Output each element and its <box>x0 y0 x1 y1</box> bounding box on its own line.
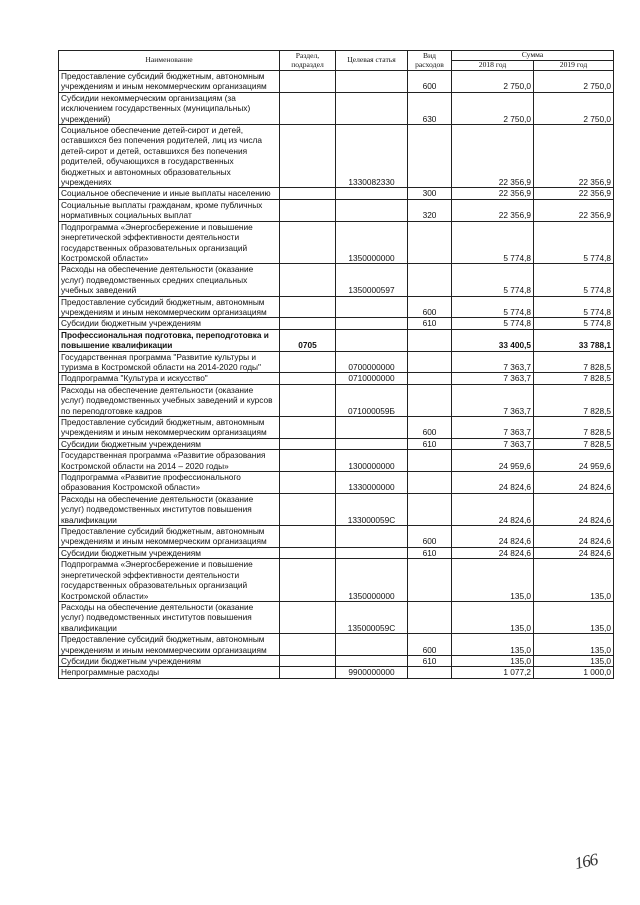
cell-2019: 5 774,8 <box>534 221 614 264</box>
cell-section <box>280 547 336 558</box>
table-row <box>59 188 614 199</box>
cell-section <box>280 667 336 678</box>
table-header <box>59 51 614 71</box>
cell-type: 600 <box>408 526 452 548</box>
cell-target: 1300000000 <box>336 450 408 472</box>
cell-target: 071000059Б <box>336 384 408 416</box>
cell-section <box>280 450 336 472</box>
cell-2019: 2 750,0 <box>534 92 614 124</box>
cell-2019: 24 824,6 <box>534 526 614 548</box>
cell-type <box>408 667 452 678</box>
cell-name: Социальные выплаты гражданам, кроме публичных нормативных социальных выплат <box>59 199 280 221</box>
cell-target: 0710000000 <box>336 373 408 384</box>
cell-target: 1350000000 <box>336 559 408 602</box>
cell-target <box>336 71 408 93</box>
cell-section <box>280 438 336 449</box>
cell-type <box>408 221 452 264</box>
cell-2019: 1 000,0 <box>534 667 614 678</box>
cell-2018: 33 400,5 <box>452 329 534 351</box>
cell-name: Непрограммные расходы <box>59 667 280 678</box>
table-row <box>59 125 614 188</box>
table-row <box>59 601 614 633</box>
cell-2018: 7 363,7 <box>452 438 534 449</box>
cell-2019: 22 356,9 <box>534 125 614 188</box>
cell-section <box>280 125 336 188</box>
cell-target <box>336 655 408 666</box>
cell-2018: 24 959,6 <box>452 450 534 472</box>
cell-name: Субсидии бюджетным учреждениям <box>59 438 280 449</box>
cell-target: 1330082330 <box>336 125 408 188</box>
cell-type: 610 <box>408 438 452 449</box>
table-row <box>59 417 614 439</box>
table-row <box>59 450 614 472</box>
cell-target <box>336 188 408 199</box>
cell-section <box>280 188 336 199</box>
table-row <box>59 526 614 548</box>
header-target: Целевая статья <box>336 51 408 71</box>
cell-2018: 24 824,6 <box>452 493 534 525</box>
cell-target <box>336 296 408 318</box>
cell-name: Профессиональная подготовка, переподготовка и повышение квалификации <box>59 329 280 351</box>
cell-target <box>336 329 408 351</box>
cell-name: Субсидии бюджетным учреждениям <box>59 318 280 329</box>
cell-2019: 7 828,5 <box>534 438 614 449</box>
table-row <box>59 547 614 558</box>
cell-target: 0700000000 <box>336 351 408 373</box>
cell-type <box>408 264 452 296</box>
cell-2019: 2 750,0 <box>534 71 614 93</box>
cell-2018: 7 363,7 <box>452 384 534 416</box>
cell-type <box>408 384 452 416</box>
cell-name: Подпрограмма «Энергосбережение и повышение энергетической эффективности деятельности государственных образовательных организаций Костромской области» <box>59 221 280 264</box>
cell-name: Подпрограмма «Развитие профессионального образования Костромской области» <box>59 472 280 494</box>
cell-2018: 24 824,6 <box>452 547 534 558</box>
table-body <box>59 71 614 679</box>
cell-name: Субсидии бюджетным учреждениям <box>59 547 280 558</box>
cell-target <box>336 526 408 548</box>
header-type: Вид расходов <box>408 51 452 71</box>
cell-target: 1350000597 <box>336 264 408 296</box>
cell-2019: 7 828,5 <box>534 417 614 439</box>
cell-name: Предоставление субсидий бюджетным, автономным учреждениям и иным некоммерческим организациям <box>59 71 280 93</box>
cell-name: Предоставление субсидий бюджетным, автономным учреждениям и иным некоммерческим организациям <box>59 526 280 548</box>
table-row <box>59 199 614 221</box>
table-row <box>59 634 614 656</box>
cell-2018: 135,0 <box>452 601 534 633</box>
cell-2019: 135,0 <box>534 559 614 602</box>
cell-name: Подпрограмма «Энергосбережение и повышение энергетической эффективности деятельности государственных образовательных организаций Костромской области» <box>59 559 280 602</box>
cell-target: 135000059С <box>336 601 408 633</box>
cell-2018: 22 356,9 <box>452 188 534 199</box>
cell-name: Социальное обеспечение и иные выплаты населению <box>59 188 280 199</box>
cell-section <box>280 601 336 633</box>
table-row <box>59 384 614 416</box>
cell-type: 630 <box>408 92 452 124</box>
cell-2018: 7 363,7 <box>452 351 534 373</box>
cell-2018: 5 774,8 <box>452 296 534 318</box>
cell-2018: 7 363,7 <box>452 417 534 439</box>
cell-type <box>408 472 452 494</box>
cell-2019: 33 788,1 <box>534 329 614 351</box>
cell-target <box>336 417 408 439</box>
cell-target: 9900000000 <box>336 667 408 678</box>
cell-name: Предоставление субсидий бюджетным, автономным учреждениям и иным некоммерческим организациям <box>59 634 280 656</box>
table-row <box>59 667 614 678</box>
cell-target <box>336 438 408 449</box>
cell-section <box>280 71 336 93</box>
cell-section <box>280 318 336 329</box>
budget-table <box>58 50 614 679</box>
cell-2018: 24 824,6 <box>452 526 534 548</box>
cell-2018: 2 750,0 <box>452 92 534 124</box>
cell-2019: 24 959,6 <box>534 450 614 472</box>
cell-name: Субсидии некоммерческим организациям (за исключением государственных (муниципальных) учреждений) <box>59 92 280 124</box>
cell-target: 133000059С <box>336 493 408 525</box>
cell-section <box>280 417 336 439</box>
cell-target <box>336 92 408 124</box>
cell-type <box>408 601 452 633</box>
table-row <box>59 329 614 351</box>
cell-section <box>280 264 336 296</box>
cell-name: Предоставление субсидий бюджетным, автономным учреждениям и иным некоммерческим организациям <box>59 296 280 318</box>
cell-2019: 5 774,8 <box>534 318 614 329</box>
cell-2019: 135,0 <box>534 655 614 666</box>
cell-name: Государственная программа "Развитие культуры и туризма в Костромской области на 2014-2020 годы" <box>59 351 280 373</box>
cell-section <box>280 351 336 373</box>
cell-name: Субсидии бюджетным учреждениям <box>59 655 280 666</box>
cell-2018: 7 363,7 <box>452 373 534 384</box>
table-row <box>59 438 614 449</box>
table-row <box>59 559 614 602</box>
header-year-2018: 2018 год <box>452 61 534 71</box>
cell-type <box>408 450 452 472</box>
cell-type: 320 <box>408 199 452 221</box>
cell-section <box>280 296 336 318</box>
table-row <box>59 655 614 666</box>
cell-type: 600 <box>408 71 452 93</box>
cell-2019: 24 824,6 <box>534 493 614 525</box>
cell-name: Расходы на обеспечение деятельности (оказание услуг) подведомственных институтов повышения квалификации <box>59 493 280 525</box>
cell-name: Государственная программа «Развитие образования Костромской области на 2014 – 2020 годы» <box>59 450 280 472</box>
page-number: 166 <box>572 849 599 874</box>
cell-type: 600 <box>408 296 452 318</box>
cell-type: 610 <box>408 655 452 666</box>
cell-2019: 135,0 <box>534 601 614 633</box>
cell-2018: 5 774,8 <box>452 264 534 296</box>
cell-2019: 135,0 <box>534 634 614 656</box>
table-row <box>59 472 614 494</box>
cell-type: 610 <box>408 318 452 329</box>
cell-2018: 2 750,0 <box>452 71 534 93</box>
cell-section <box>280 493 336 525</box>
cell-2018: 22 356,9 <box>452 199 534 221</box>
cell-2019: 24 824,6 <box>534 472 614 494</box>
table-row <box>59 351 614 373</box>
cell-2019: 5 774,8 <box>534 296 614 318</box>
cell-2019: 22 356,9 <box>534 199 614 221</box>
cell-2019: 7 828,5 <box>534 373 614 384</box>
cell-section <box>280 373 336 384</box>
cell-target <box>336 634 408 656</box>
cell-section <box>280 472 336 494</box>
cell-target: 1330000000 <box>336 472 408 494</box>
cell-2019: 22 356,9 <box>534 188 614 199</box>
cell-2019: 7 828,5 <box>534 351 614 373</box>
cell-type <box>408 329 452 351</box>
header-sum: Сумма <box>452 51 614 61</box>
cell-2019: 5 774,8 <box>534 264 614 296</box>
header-name: Наименование <box>59 51 280 71</box>
table-row <box>59 264 614 296</box>
cell-type <box>408 373 452 384</box>
cell-section <box>280 199 336 221</box>
cell-2018: 24 824,6 <box>452 472 534 494</box>
cell-section <box>280 92 336 124</box>
cell-section: 0705 <box>280 329 336 351</box>
cell-section <box>280 221 336 264</box>
cell-name: Расходы на обеспечение деятельности (оказание услуг) подведомственных средних специальных учебных заведений <box>59 264 280 296</box>
cell-section <box>280 384 336 416</box>
cell-target <box>336 547 408 558</box>
cell-2018: 135,0 <box>452 655 534 666</box>
cell-2018: 5 774,8 <box>452 318 534 329</box>
table-row <box>59 296 614 318</box>
header-section: Раздел, подраздел <box>280 51 336 71</box>
cell-section <box>280 634 336 656</box>
cell-2018: 22 356,9 <box>452 125 534 188</box>
cell-type: 600 <box>408 634 452 656</box>
cell-2018: 135,0 <box>452 559 534 602</box>
cell-name: Социальное обеспечение детей-сирот и детей, оставшихся без попечения родителей, лиц из числа детей-сирот и детей, оставшихся без попечения родителей, обучающихся в государственных бюджетных и автономных образовательных учреждениях <box>59 125 280 188</box>
cell-type <box>408 351 452 373</box>
cell-type: 600 <box>408 417 452 439</box>
table-row <box>59 71 614 93</box>
cell-2018: 135,0 <box>452 634 534 656</box>
table-row <box>59 221 614 264</box>
cell-name: Подпрограмма "Культура и искусство" <box>59 373 280 384</box>
cell-type: 610 <box>408 547 452 558</box>
cell-target <box>336 199 408 221</box>
cell-type <box>408 559 452 602</box>
table-row <box>59 92 614 124</box>
cell-2018: 5 774,8 <box>452 221 534 264</box>
cell-target <box>336 318 408 329</box>
cell-type: 300 <box>408 188 452 199</box>
cell-section <box>280 655 336 666</box>
header-year-2019: 2019 год <box>534 61 614 71</box>
cell-name: Предоставление субсидий бюджетным, автономным учреждениям и иным некоммерческим организациям <box>59 417 280 439</box>
cell-2019: 7 828,5 <box>534 384 614 416</box>
cell-target: 1350000000 <box>336 221 408 264</box>
table-row <box>59 318 614 329</box>
cell-name: Расходы на обеспечение деятельности (оказание услуг) подведомственных институтов повышения квалификации <box>59 601 280 633</box>
table-row <box>59 373 614 384</box>
cell-name: Расходы на обеспечение деятельности (оказание услуг) подведомственных учебных заведений и курсов по переподготовке кадров <box>59 384 280 416</box>
table-row <box>59 493 614 525</box>
cell-section <box>280 559 336 602</box>
cell-type <box>408 493 452 525</box>
cell-2018: 1 077,2 <box>452 667 534 678</box>
cell-type <box>408 125 452 188</box>
cell-section <box>280 526 336 548</box>
cell-2019: 24 824,6 <box>534 547 614 558</box>
